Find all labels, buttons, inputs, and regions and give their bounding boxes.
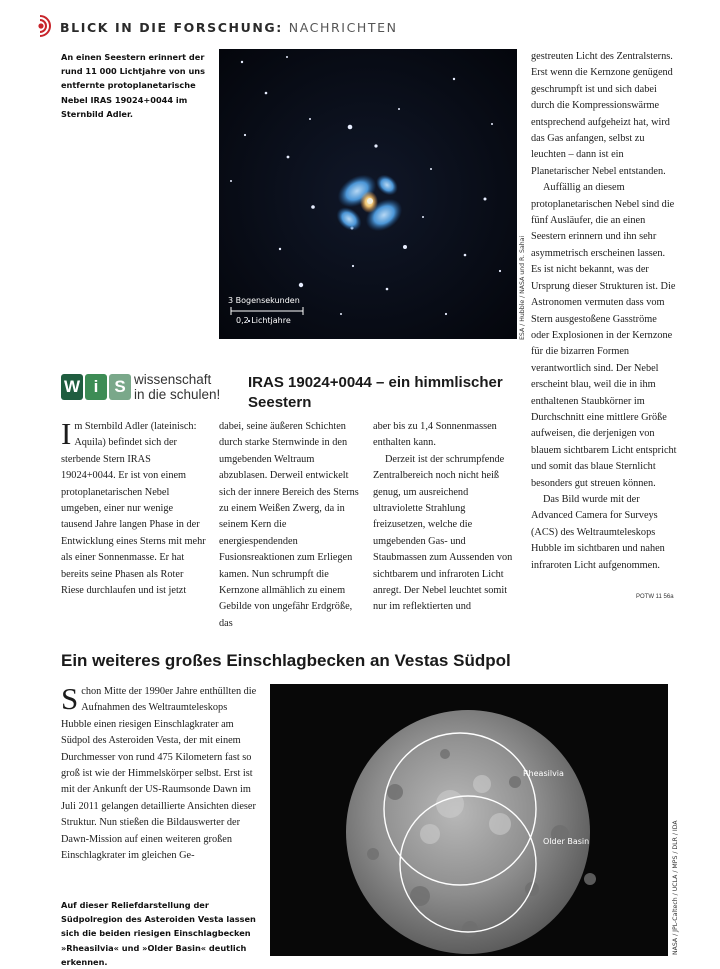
nebula-image-credit: ESA / Hubble / NASA und R. Sahai [519,235,526,340]
vesta-image-credit: NASA / JPL-Caltech / UCLA / MPS / DLR / IDA [672,820,679,955]
article1-col2-text: dabei, seine äußeren Schichten durch starke Sternwinde in den umgebenden Weltraum abzublasen. Derweil entwickelt sich der innere Bereich des Sterns zu einem Weißen Zwerg, da in seinem Kern die energiespendenden Fusionsreaktionen zum Erliegen kamen. Nun schrumpft die Kernzone allmählich zu einem Gebilde von ungefähr Erdgröße, das [219,421,359,629]
label-older-basin: Older Basin [543,837,590,846]
article1-col4-p1: gestreuten Licht des Zentralsterns. Erst wenn die Kernzone genügend geschrumpft ist und sich dabei durch die Kompressionswärme entsprechend aufgeheizt hat, wird das Gas anfangen, selbst zu leuchten – dann ist ein Planetarischer Nebel entstanden. [531,51,673,177]
article1-column-1 [61,416,207,599]
wis-letter-w: W [61,374,83,400]
wis-logo [61,374,131,400]
article2-text [61,681,259,864]
article2-title: Ein weiteres großes Einschlagbecken an Vestas Südpol [61,651,511,670]
article1-column-2 [219,419,363,632]
wis-line-1: wissenschaft [134,372,212,387]
section-title: BLICK IN DIE FORSCHUNG: [60,20,283,35]
scale-label-lightyears: 0,2 Lichtjahre [236,316,291,325]
wis-line-2: in die schulen! [134,387,221,402]
article2-body: chon Mitte der 1990er Jahre enthüllten die Aufnahmen des Weltraumteleskops Hubble einen riesigen Einschlagkrater am Südpol des Asteroiden Vesta, der mit einem Durchmesser von rund 475 Kilometern fast so groß ist wie der Himmelskörper selbst. Erst ist mit der Ankunft der US-Raumsonde Dawn im Juli 2011 gelangen detaillierte Ansichten dieser Struktur. Nun stießen die Bildauswerter der Dawn-Mission auf einen weiteren großen Einschlagkrater im gleichen Ge- [61,686,257,862]
wis-wordmark [134,372,220,402]
article1-column-3 [373,419,519,616]
article1-col4-p3: Das Bild wurde mit der Advanced Camera for Surveys (ACS) des Weltraumteleskops Hubble im sichtbaren und nahen infraroten Licht aufgenommen. [531,493,665,571]
article1-title: IRAS 19024+0044 – ein himmlischer Seestern [248,374,503,411]
article1-dropcap: I [61,416,72,451]
scale-label-arcsec: 3 Bogensekunden [228,296,300,305]
article1-col3-p2: Derzeit ist der schrumpfende Zentralbereich noch nicht heiß genug, um ausreichend ultraviolette Strahlung freizusetzen, welche die umgebenden Gas- und Staubmassen zum Aussenden von sichtbarem und infraroten Licht anregt. Der Nebel leuchtet somit nur im reflektierten und [373,453,513,613]
article1-tag: POTW 11 56a [636,594,674,600]
article2-dropcap: S [61,681,79,716]
wis-letter-s: S [109,374,131,400]
article1-col4-p2: Auffällig an diesem protoplanetarischen Nebel sind die fünf Ausläufer, die an einen Seestern erinnern und ihn sehr asymmetrisch erscheinen lassen. Es ist nicht bekannt, was der Ursprung dieser Strukturen ist. Die Astronomen vermuten dass vom Stern ausgestoßene Gasströme oder Explosionen in der Kernzone für die bizarren Formen verantwortlich sind. Der Nebel erscheint blau, weil die in ihm enthaltenen Staubkörner im Durchschnitt eine mittlere Größe aufweisen, die derjenigen von blauem sichtbarem Licht entspricht und somit das blaue Sternlicht besonders gut streuen können. [531,182,677,489]
article1-col3-p1: aber bis zu 1,4 Sonnenmassen enthalten kann. [373,421,497,449]
article1-column-4 [531,49,677,574]
section-header [60,20,398,35]
label-rheasilvia: Rheasilvia [523,769,564,778]
article1-col1-text: m Sternbild Adler (lateinisch: Aquila) befindet sich der sterbende Stern IRAS 19024+0044. Er ist von einem protoplanetarischen Nebel umgeben, einer nur wenige tausend Jahre langen Phase in der Entwicklung eines Sterns mit mehr als einer Sonnenmasse. Er hat bereits seine Phasen als Roter Riese durchlaufen und ist jetzt [61,421,206,597]
wis-letter-i: i [85,374,107,400]
vesta-image [270,684,668,956]
section-logo-icon [36,12,56,40]
section-subtitle: NACHRICHTEN [288,20,398,35]
vesta-caption: Auf dieser Reliefdarstellung der Südpolregion des Asteroiden Vesta lassen sich die beiden riesigen Einschlagbecken »Rheasilvia« und »Older Basin« deutlich erkennen. [61,900,256,967]
nebula-caption: An einen Seestern erinnert der rund 11 000 Lichtjahre von uns entfernte protoplanetarische Nebel IRAS 19024+0044 im Sternbild Adler. [61,52,205,119]
